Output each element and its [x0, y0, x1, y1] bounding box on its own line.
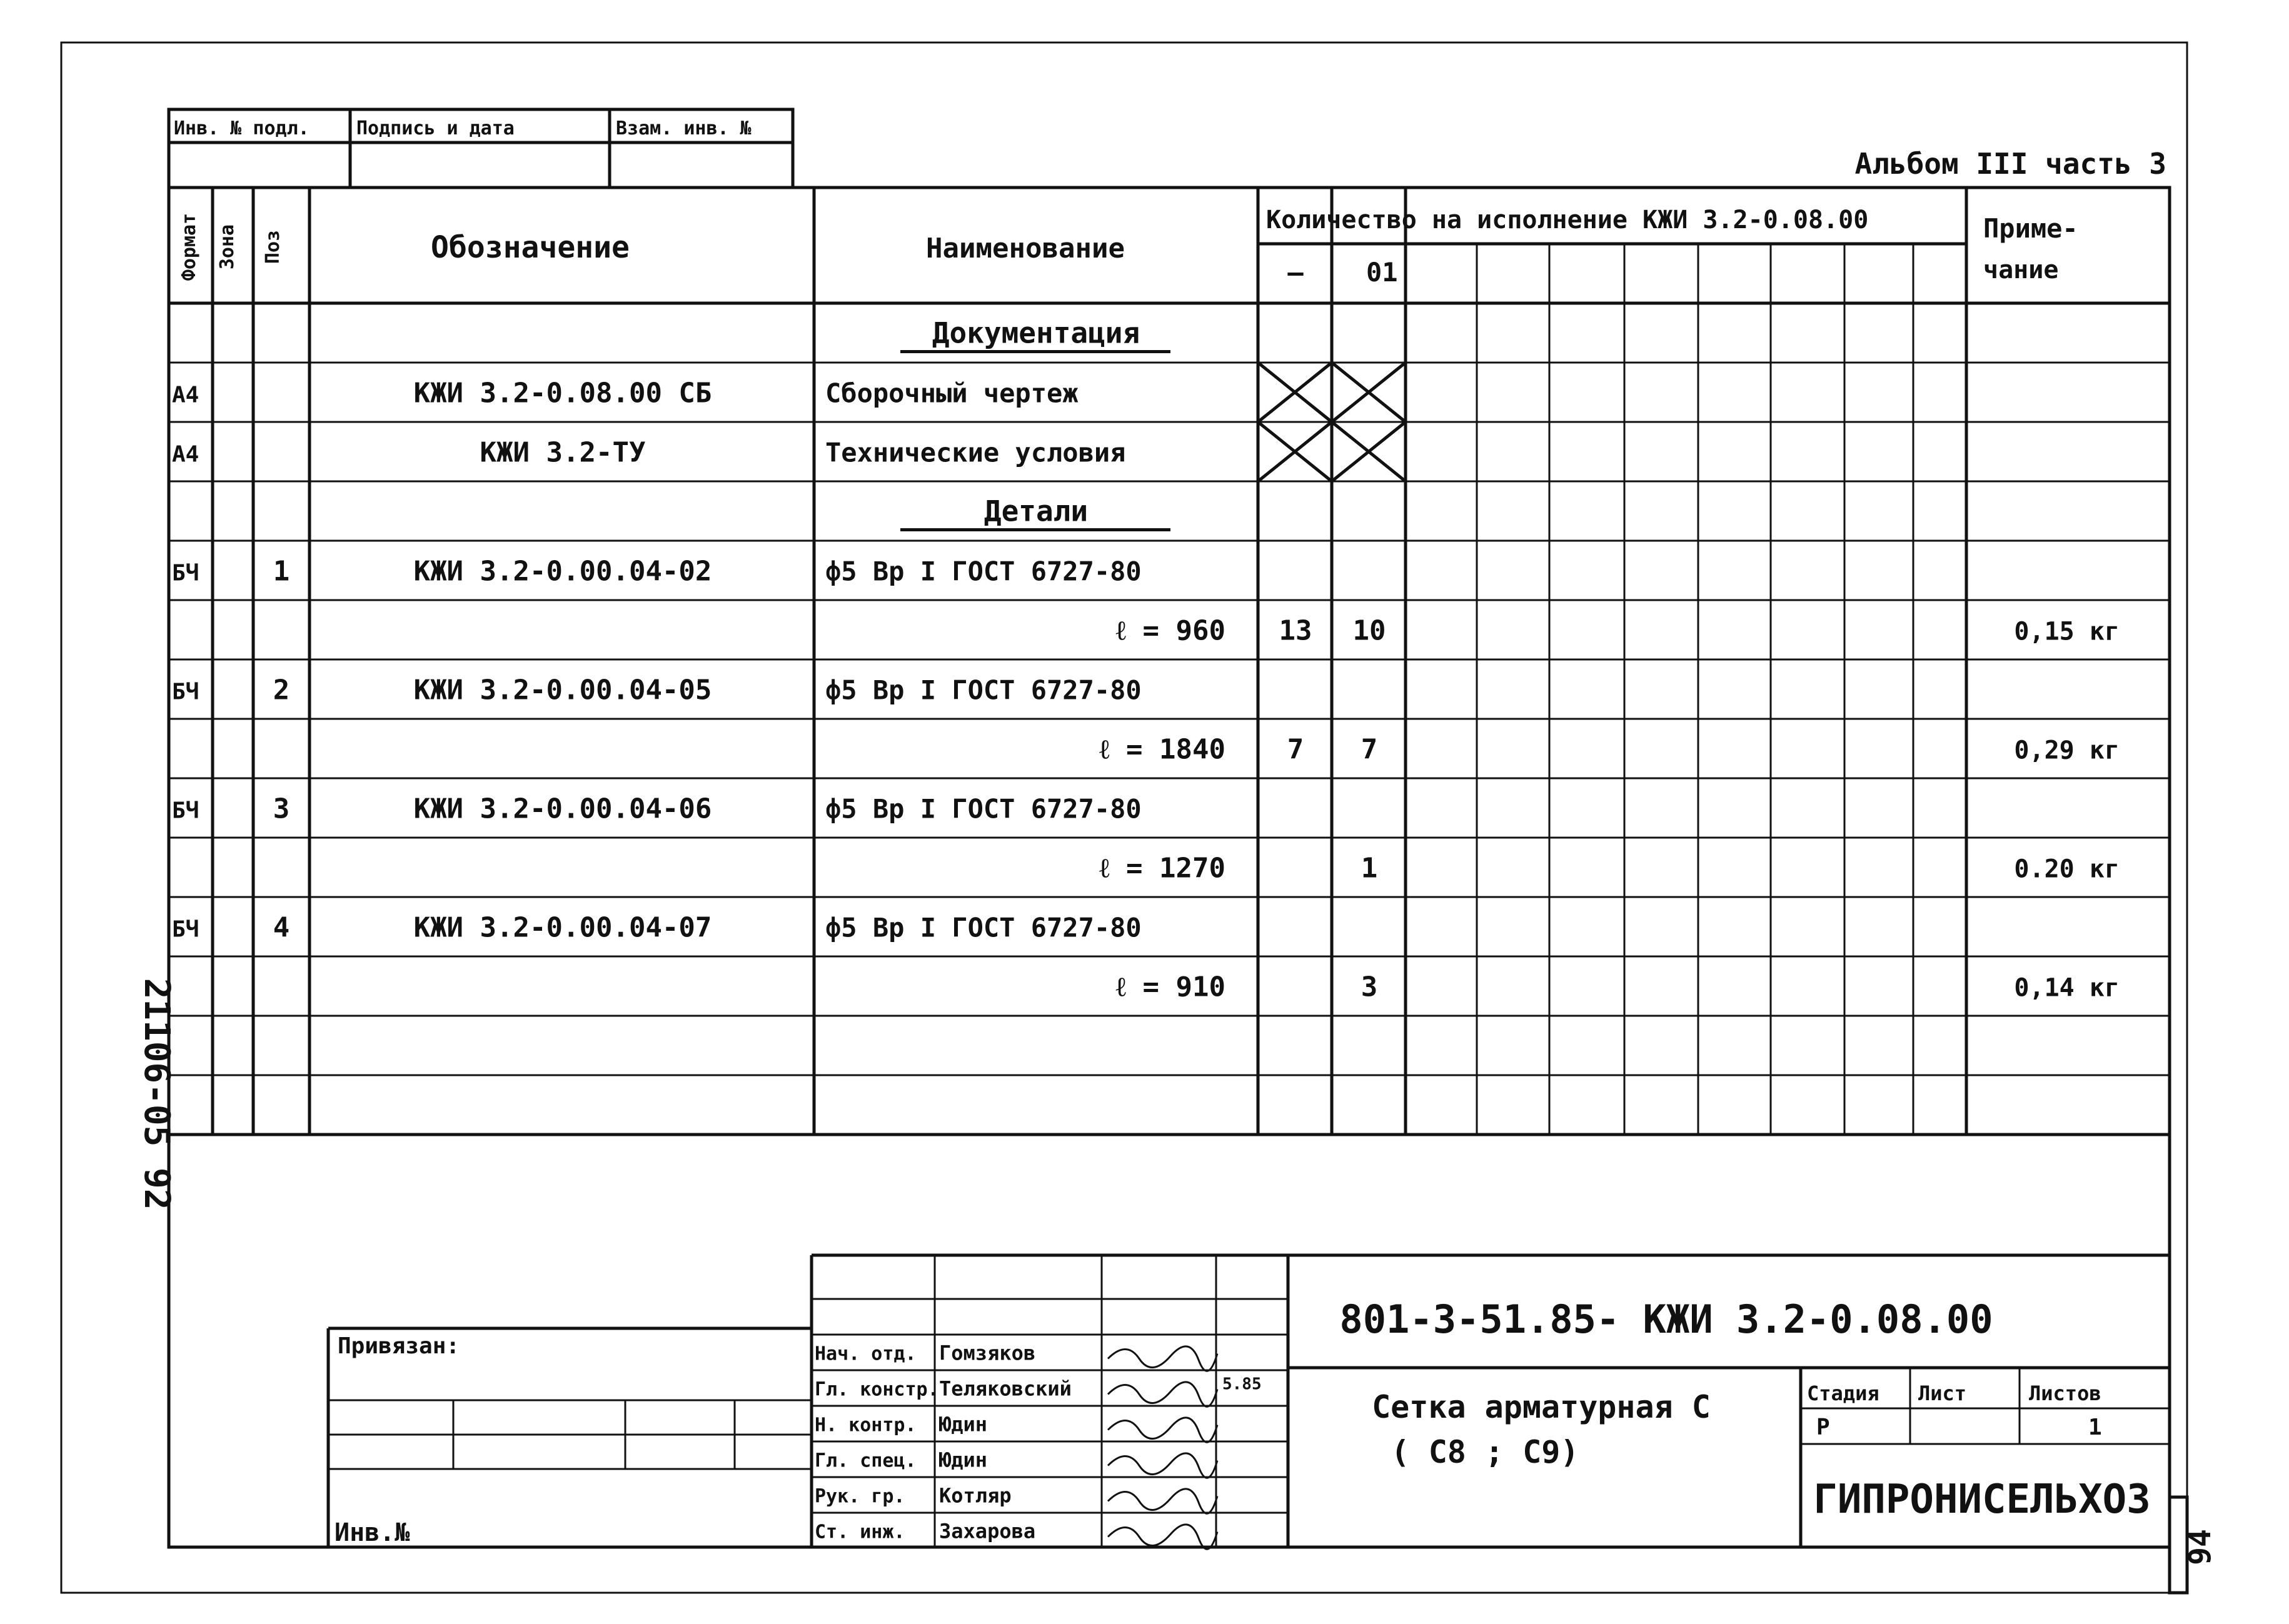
title-block [328, 1255, 2218, 1593]
stamp-podpis-data: Подпись и дата [356, 118, 515, 139]
sheet-number: 94 [2183, 1529, 2218, 1565]
cell-name: Технические условия [825, 437, 1126, 468]
cell-oboz: КЖИ 3.2-0.00.04-02 [413, 555, 712, 588]
privyazan-label: Привязан: [338, 1333, 460, 1359]
header-variant-01: 01 [1366, 257, 1398, 288]
list-label: Лист [1918, 1381, 1967, 1405]
header-primechanie-2: чание [1983, 256, 2059, 284]
staff-role: Нач. отд. [815, 1343, 917, 1365]
cell-qty_dash: 13 [1279, 614, 1312, 647]
staff-role: Гл. констр. [815, 1378, 939, 1401]
staff-role: Рук. гр. [815, 1485, 905, 1508]
document-code: 801-3-51.85- КЖИ 3.2-0.08.00 [1339, 1296, 1993, 1342]
signature-mark [1108, 1346, 1217, 1371]
staff-row [815, 1448, 1217, 1478]
cell-poz: 3 [273, 793, 290, 825]
table-row [169, 363, 2170, 422]
signature-mark [1108, 1489, 1217, 1513]
table-row [169, 615, 2170, 660]
staff-row [815, 1520, 1217, 1550]
header-zona: Зона [216, 224, 238, 270]
drawing-title: Сетка арматурная С [1372, 1389, 1711, 1425]
table-row [169, 734, 2170, 779]
stadiya-label: Стадия [1807, 1381, 1879, 1405]
header-format: Формат [178, 213, 200, 281]
side-archive-number: 21106-05 92 [136, 978, 177, 1210]
cell-poz: 2 [273, 674, 290, 706]
staff-role: Н. контр. [815, 1414, 917, 1436]
header-variant-dash: — [1287, 257, 1304, 288]
staff-name: Юдин [939, 1412, 988, 1436]
listov-label: Листов [2029, 1381, 2101, 1405]
cell-name: ф5 Вр I ГОСТ 6727-80 [825, 793, 1142, 825]
header-oboznachenie: Обозначение [431, 230, 630, 265]
table-row [169, 556, 2170, 601]
cell-format: БЧ [172, 916, 199, 943]
table-row [169, 422, 2170, 481]
cell-note: 0,29 кг [2014, 736, 2120, 765]
staff-row [815, 1484, 1217, 1514]
table-row [169, 494, 2170, 541]
header-poz: Поз [262, 229, 284, 264]
cell-note: 0,15 кг [2014, 617, 2120, 646]
table-row [169, 316, 2170, 363]
signature-mark [1108, 1453, 1217, 1478]
staff-name: Теляковский [939, 1376, 1072, 1401]
album-label: Альбом III часть 3 [1854, 147, 2166, 181]
cell-poz: 4 [273, 911, 290, 944]
cell-name: ℓ = 1840 [1099, 733, 1225, 766]
cell-qty_dash: 7 [1287, 733, 1304, 766]
cell-qty_01: 1 [1361, 852, 1378, 885]
staff-role: Гл. спец. [815, 1450, 917, 1472]
table-row [169, 853, 2170, 898]
cell-qty_01: 10 [1352, 614, 1386, 647]
signature-mark [1108, 1382, 1217, 1406]
staff-row [815, 1375, 1262, 1407]
inv-no-label: Инв.№ [335, 1518, 410, 1547]
cell-poz: 1 [273, 555, 290, 588]
cell-qty_01: 3 [1361, 971, 1378, 1003]
cell-oboz: КЖИ 3.2-0.00.04-07 [413, 911, 712, 944]
table-row [169, 674, 2170, 719]
cell-format: А4 [172, 441, 199, 468]
cell-name: ф5 Вр I ГОСТ 6727-80 [825, 674, 1142, 706]
cell-qty_01: 7 [1361, 733, 1378, 766]
signature-mark [1108, 1525, 1217, 1549]
cell-oboz: КЖИ 3.2-0.00.04-05 [413, 674, 712, 706]
cell-oboz: КЖИ 3.2-ТУ [480, 436, 646, 469]
cell-name: Документация [932, 316, 1140, 350]
cell-format: А4 [172, 382, 199, 408]
cell-note: 0,14 кг [2014, 973, 2120, 1003]
staff-date: 5.85 [1222, 1375, 1262, 1394]
cell-name: ф5 Вр I ГОСТ 6727-80 [825, 912, 1142, 943]
staff-name: Котляр [939, 1483, 1012, 1508]
listov-value: 1 [2088, 1415, 2102, 1440]
signature-mark [1108, 1418, 1217, 1442]
cell-name: Сборочный чертеж [825, 378, 1079, 409]
cell-format: БЧ [172, 560, 199, 586]
cell-name: ℓ = 910 [1115, 971, 1225, 1003]
organization-name: ГИПРОНИСЕЛЬХОЗ [1813, 1476, 2151, 1523]
table-row [169, 793, 2170, 838]
header-kolichestvo: Количество на исполнение КЖИ 3.2-0.08.00 [1266, 206, 1869, 234]
cell-format: БЧ [172, 798, 199, 824]
header-primechanie-1: Приме- [1983, 213, 2078, 244]
top-stamp [169, 109, 793, 188]
cell-oboz: КЖИ 3.2-0.00.04-06 [413, 793, 712, 825]
spec-table-header [169, 206, 2170, 303]
staff-row [815, 1413, 1217, 1443]
table-row [169, 912, 2170, 957]
stamp-vzam-inv: Взам. инв. № [616, 118, 752, 139]
cell-name: ℓ = 960 [1115, 614, 1225, 647]
staff-name: Гомзяков [939, 1341, 1036, 1365]
cell-oboz: КЖИ 3.2-0.08.00 СБ [413, 377, 712, 409]
stamp-inv-podl: Инв. № подл. [174, 118, 309, 139]
cell-name: ℓ = 1270 [1099, 852, 1225, 885]
drawing-subtitle: ( С8 ; С9) [1391, 1434, 1579, 1470]
stadiya-value: Р [1816, 1415, 1830, 1440]
spec-table-rows [169, 316, 2170, 1135]
staff-name: Юдин [939, 1448, 988, 1472]
header-naimenovanie: Наименование [926, 233, 1125, 264]
staff-name: Захарова [939, 1519, 1036, 1543]
table-row [169, 971, 2170, 1016]
cell-name: Детали [984, 494, 1089, 528]
staff-row [815, 1341, 1217, 1371]
cell-format: БЧ [172, 679, 199, 705]
cell-note: 0.20 кг [2014, 855, 2120, 884]
staff-role: Ст. инж. [815, 1521, 905, 1543]
cell-name: ф5 Вр I ГОСТ 6727-80 [825, 556, 1142, 587]
